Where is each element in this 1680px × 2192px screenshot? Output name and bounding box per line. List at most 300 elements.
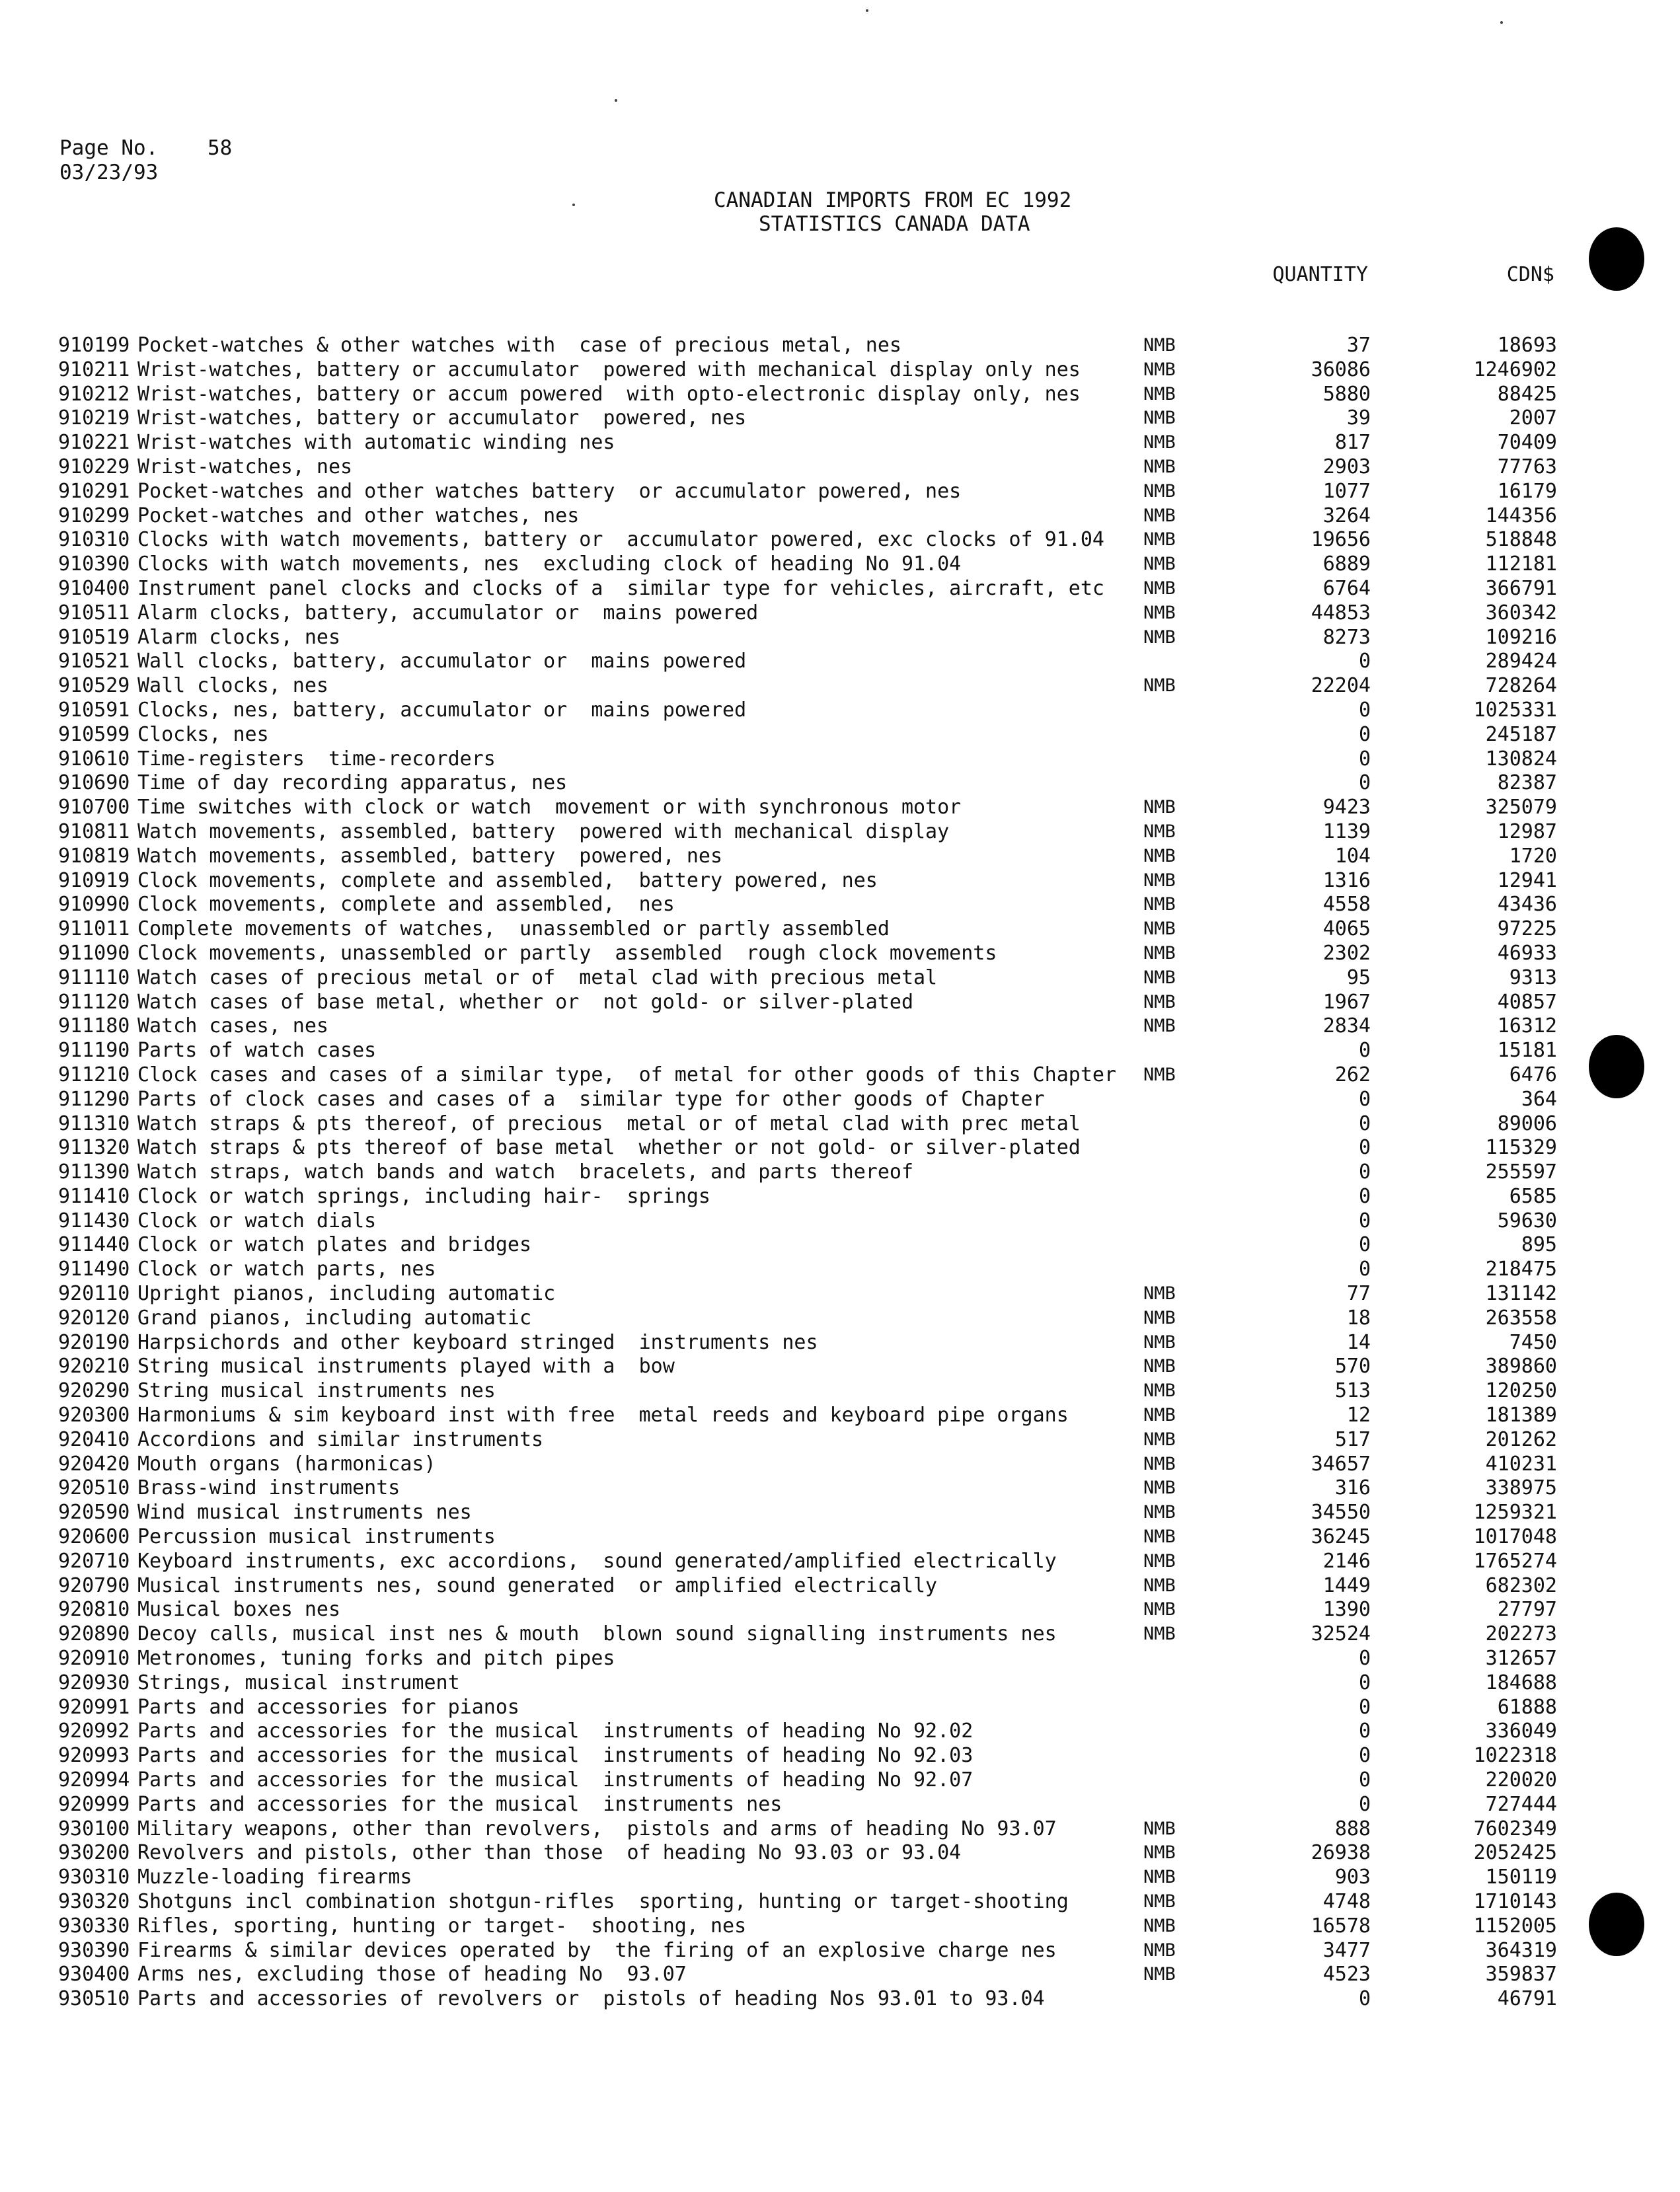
commodity-description: Clock movements, complete and assembled, battery powered, nes [137,868,878,892]
quantity-value: 2834 [1322,1014,1371,1038]
cdn-dollar-value: 518848 [1485,528,1557,552]
commodity-description: Clock or watch dials [137,1209,377,1232]
cdn-dollar-value: 144356 [1485,504,1557,527]
cdn-dollar-value: 150119 [1485,1866,1557,1889]
table-row [58,1088,1591,1112]
cdn-dollar-value: 325079 [1485,796,1557,819]
commodity-code: 910599 [58,722,130,746]
cdn-dollar-value: 263558 [1485,1306,1557,1330]
table-row [58,1501,1591,1525]
page-number: 58 [207,136,233,160]
table-row [58,771,1591,796]
table-row [58,674,1591,699]
table-row [58,1258,1591,1282]
commodity-description: Wrist-watches, nes [137,455,353,478]
table-row [58,1355,1591,1379]
cdn-dollar-value: 1259321 [1473,1501,1557,1525]
unit-of-measure: NMB [1143,1550,1176,1571]
report-subtitle: STATISTICS CANADA DATA [759,212,1030,236]
commodity-description: Clock or watch plates and bridges [137,1233,532,1257]
scan-speck [615,99,617,102]
quantity-value: 817 [1334,431,1371,455]
unit-of-measure: NMB [1143,529,1176,550]
quantity-value: 4523 [1322,1963,1371,1986]
commodity-code: 910529 [58,674,130,698]
commodity-code: 930310 [58,1866,130,1889]
commodity-code: 910919 [58,868,130,892]
commodity-code: 920300 [58,1404,130,1427]
quantity-value: 44853 [1311,601,1371,624]
table-row [58,1841,1591,1866]
quantity-value: 19656 [1311,528,1371,552]
cdn-dollar-value: 1246902 [1473,358,1557,381]
commodity-description: Clock movements, unassembled or partly assembled rough clock movements [137,941,997,965]
commodity-code: 920910 [58,1647,130,1671]
quantity-value: 888 [1334,1817,1371,1840]
punch-hole [1589,227,1644,291]
cdn-dollar-value: 1720 [1509,844,1557,868]
table-row [58,1817,1591,1842]
quantity-value: 0 [1358,1720,1371,1743]
cdn-dollar-value: 15181 [1497,1039,1557,1063]
commodity-description: Firearms & similar devices operated by the firing of an explosive charge nes [137,1938,1057,1962]
unit-of-measure: NMB [1143,1405,1176,1426]
cdn-dollar-value: 40857 [1497,990,1557,1014]
unit-of-measure: NMB [1143,383,1176,404]
unit-of-measure: NMB [1143,942,1176,964]
commodity-description: Wrist-watches, battery or accumulator powered, nes [137,406,747,430]
cdn-dollar-value: 1022318 [1473,1744,1557,1768]
quantity-value: 1390 [1322,1598,1371,1622]
quantity-value: 1077 [1322,479,1371,503]
table-row [58,1476,1591,1501]
commodity-description: Upright pianos, including automatic [137,1282,556,1306]
table-row [58,1744,1591,1768]
table-row [58,820,1591,845]
cdn-dollar-value: 255597 [1485,1160,1557,1184]
quantity-value: 3477 [1322,1938,1371,1962]
cdn-dollar-value: 336049 [1485,1720,1557,1743]
commodity-code: 911390 [58,1160,130,1184]
table-row [58,942,1591,966]
unit-of-measure: NMB [1143,1429,1176,1450]
cdn-dollar-value: 6476 [1509,1063,1557,1086]
unit-of-measure: NMB [1143,797,1176,818]
cdn-dollar-value: 312657 [1485,1647,1557,1671]
quantity-value: 16578 [1311,1914,1371,1938]
commodity-code: 910990 [58,893,130,917]
table-row [58,552,1591,577]
quantity-value: 14 [1346,1330,1371,1354]
unit-of-measure: NMB [1143,1502,1176,1523]
table-row [58,406,1591,431]
table-row [58,991,1591,1015]
commodity-description: Clocks with watch movements, battery or accumulator powered, exc clocks of 91.04 [137,528,1104,552]
commodity-description: Parts of watch cases [137,1039,377,1063]
commodity-code: 910299 [58,504,130,527]
commodity-description: Time of day recording apparatus, nes [137,771,568,795]
cdn-dollar-value: 202273 [1485,1622,1557,1646]
unit-of-measure: NMB [1143,870,1176,891]
commodity-code: 910390 [58,552,130,576]
quantity-value: 262 [1334,1063,1371,1086]
cdn-dollar-value: 131142 [1485,1282,1557,1306]
commodity-description: Musical instruments nes, sound generated or amplified electrically [137,1573,938,1597]
commodity-description: Rifles, sporting, hunting or target- shooting, nes [137,1914,747,1938]
commodity-description: Watch straps, watch bands and watch bracelets, and parts thereof [137,1160,913,1184]
table-row [58,723,1591,747]
commodity-description: Military weapons, other than revolvers, pistols and arms of heading No 93.07 [137,1817,1057,1840]
table-row [58,1696,1591,1720]
report-title: CANADIAN IMPORTS FROM EC 1992 [714,188,1072,212]
cdn-dollar-value: 184688 [1485,1671,1557,1694]
commodity-description: Pocket-watches and other watches, nes [137,504,580,527]
quantity-value: 0 [1358,1136,1371,1160]
commodity-description: Time-registers time-recorders [137,747,496,771]
table-row [58,1453,1591,1477]
table-row [58,1550,1591,1574]
commodity-code: 920993 [58,1744,130,1768]
table-row [58,699,1591,723]
commodity-code: 911120 [58,990,130,1014]
cdn-dollar-value: 46791 [1497,1987,1557,2011]
commodity-code: 920590 [58,1501,130,1525]
quantity-value: 0 [1358,1671,1371,1694]
quantity-value: 39 [1346,406,1371,430]
table-row [58,1136,1591,1160]
table-row [58,431,1591,455]
table-row [58,1574,1591,1599]
cdn-dollar-value: 7450 [1509,1330,1557,1354]
table-row [58,1914,1591,1939]
table-row [58,1890,1591,1914]
quantity-value: 0 [1358,1695,1371,1719]
table-row [58,1282,1591,1306]
commodity-code: 910212 [58,382,130,406]
commodity-code: 920810 [58,1598,130,1622]
table-row [58,1185,1591,1209]
quantity-value: 8273 [1322,625,1371,649]
commodity-description: Revolvers and pistols, other than those of heading No 93.03 or 93.04 [137,1841,962,1865]
value-column-header: CDN$ [1506,263,1554,286]
commodity-code: 911440 [58,1233,130,1257]
table-row [58,1160,1591,1185]
commodity-description: Grand pianos, including automatic [137,1306,532,1330]
commodity-code: 930100 [58,1817,130,1840]
commodity-description: Mouth organs (harmonicas) [137,1452,436,1476]
quantity-value: 6764 [1322,576,1371,600]
cdn-dollar-value: 895 [1521,1233,1557,1257]
quantity-value: 316 [1334,1476,1371,1500]
commodity-description: Watch movements, assembled, battery powered, nes [137,844,723,868]
table-row [58,504,1591,529]
unit-of-measure: NMB [1143,675,1176,697]
table-row [58,1063,1591,1088]
unit-of-measure: NMB [1143,1964,1176,1985]
unit-of-measure: NMB [1143,1527,1176,1548]
unit-of-measure: NMB [1143,408,1176,429]
commodity-code: 920290 [58,1379,130,1403]
cdn-dollar-value: 289424 [1485,650,1557,673]
cdn-dollar-value: 201262 [1485,1427,1557,1451]
commodity-description: Watch cases, nes [137,1014,328,1038]
commodity-description: Wall clocks, nes [137,674,328,698]
punch-hole [1589,1035,1644,1098]
commodity-code: 920110 [58,1282,130,1306]
commodity-description: Parts of clock cases and cases of a similar type for other goods of Chapter [137,1087,1045,1111]
quantity-value: 95 [1346,965,1371,989]
commodity-code: 920210 [58,1355,130,1379]
cdn-dollar-value: 389860 [1485,1355,1557,1379]
unit-of-measure: NMB [1143,1016,1176,1037]
commodity-code: 930320 [58,1890,130,1913]
commodity-description: Pocket-watches & other watches with case of precious metal, nes [137,334,901,357]
unit-of-measure: NMB [1143,967,1176,988]
commodity-description: Wrist-watches with automatic winding nes [137,431,615,455]
commodity-code: 910511 [58,601,130,624]
commodity-code: 920120 [58,1306,130,1330]
unit-of-measure: NMB [1143,602,1176,623]
commodity-code: 911290 [58,1087,130,1111]
commodity-description: String musical instruments played with a bow [137,1355,675,1379]
commodity-description: Watch cases of precious metal or of metal clad with precious metal [137,965,938,989]
table-row [58,1209,1591,1234]
commodity-description: Watch movements, assembled, battery powered with mechanical display [137,819,950,843]
quantity-value: 0 [1358,1744,1371,1768]
cdn-dollar-value: 245187 [1485,722,1557,746]
quantity-value: 0 [1358,1087,1371,1111]
cdn-dollar-value: 1710143 [1473,1890,1557,1913]
cdn-dollar-value: 12941 [1497,868,1557,892]
commodity-description: Clocks with watch movements, nes excluding clock of heading No 91.04 [137,552,962,576]
quantity-value: 2903 [1322,455,1371,478]
unit-of-measure: NMB [1143,1891,1176,1912]
unit-of-measure: NMB [1143,480,1176,502]
commodity-description: Parts and accessories for the musical instruments of heading No 92.02 [137,1720,974,1743]
punch-hole [1589,1893,1644,1956]
commodity-code: 920991 [58,1695,130,1719]
table-row [58,1112,1591,1137]
quantity-value: 37 [1346,334,1371,357]
commodity-code: 910221 [58,431,130,455]
table-row [58,796,1591,820]
table-row [58,1428,1591,1453]
table-row [58,1671,1591,1696]
unit-of-measure: NMB [1143,1356,1176,1377]
table-row [58,480,1591,504]
commodity-code: 911180 [58,1014,130,1038]
commodity-code: 910610 [58,747,130,771]
table-row [58,893,1591,917]
table-row [58,845,1591,869]
unit-of-measure: NMB [1143,845,1176,866]
quantity-value: 34550 [1311,1501,1371,1525]
cdn-dollar-value: 16179 [1497,479,1557,503]
commodity-code: 920790 [58,1573,130,1597]
table-row [58,334,1591,358]
cdn-dollar-value: 130824 [1485,747,1557,771]
table-row [58,1039,1591,1063]
cdn-dollar-value: 109216 [1485,625,1557,649]
table-row [58,917,1591,942]
table-row [58,1987,1591,2012]
commodity-code: 911410 [58,1184,130,1208]
unit-of-measure: NMB [1143,432,1176,453]
quantity-value: 0 [1358,1039,1371,1063]
quantity-value: 36245 [1311,1525,1371,1549]
quantity-value: 0 [1358,650,1371,673]
cdn-dollar-value: 728264 [1485,674,1557,698]
quantity-value: 77 [1346,1282,1371,1306]
commodity-description: Wrist-watches, battery or accum powered with opto-electronic display only, nes [137,382,1081,406]
commodity-description: Clocks, nes [137,722,269,746]
table-row [58,358,1591,383]
unit-of-measure: NMB [1143,1307,1176,1328]
commodity-code: 920930 [58,1671,130,1694]
commodity-description: Wall clocks, battery, accumulator or mains powered [137,650,747,673]
quantity-column-header: QUANTITY [1272,263,1368,286]
quantity-value: 570 [1334,1355,1371,1379]
commodity-description: Percussion musical instruments [137,1525,496,1549]
quantity-value: 1139 [1322,819,1371,843]
table-row [58,626,1591,650]
cdn-dollar-value: 115329 [1485,1136,1557,1160]
quantity-value: 0 [1358,1792,1371,1816]
commodity-description: Clock movements, complete and assembled, nes [137,893,675,917]
unit-of-measure: NMB [1143,505,1176,526]
table-row [58,1525,1591,1550]
commodity-code: 920410 [58,1427,130,1451]
quantity-value: 1316 [1322,868,1371,892]
commodity-description: Complete movements of watches, unassembled or partly assembled [137,917,890,941]
unit-of-measure: NMB [1143,894,1176,915]
commodity-code: 930390 [58,1938,130,1962]
commodity-code: 911320 [58,1136,130,1160]
cdn-dollar-value: 410231 [1485,1452,1557,1476]
imports-table [58,334,1591,2012]
commodity-code: 910591 [58,698,130,722]
commodity-description: Parts and accessories of revolvers or pistols of heading Nos 93.01 to 93.04 [137,1987,1045,2011]
quantity-value: 4065 [1322,917,1371,941]
quantity-value: 2302 [1322,941,1371,965]
commodity-description: Parts and accessories for the musical instruments nes [137,1792,783,1816]
quantity-value: 22204 [1311,674,1371,698]
scan-speck [1500,21,1503,24]
page-label: Page No. [59,136,159,160]
commodity-code: 910310 [58,528,130,552]
commodity-code: 910819 [58,844,130,868]
commodity-description: Shotguns incl combination shotgun-rifles sporting, hunting or target-shooting [137,1890,1069,1913]
cdn-dollar-value: 1765274 [1473,1549,1557,1573]
commodity-code: 920510 [58,1476,130,1500]
table-row [58,383,1591,407]
commodity-code: 911310 [58,1112,130,1135]
unit-of-measure: NMB [1143,1064,1176,1085]
commodity-code: 911190 [58,1039,130,1063]
commodity-code: 920710 [58,1549,130,1573]
commodity-description: Keyboard instruments, exc accordions, sound generated/amplified electrically [137,1549,1057,1573]
unit-of-measure: NMB [1143,991,1176,1012]
commodity-code: 911210 [58,1063,130,1086]
quantity-value: 0 [1358,1258,1371,1281]
table-row [58,1306,1591,1331]
commodity-code: 920190 [58,1330,130,1354]
cdn-dollar-value: 27797 [1497,1598,1557,1622]
commodity-code: 930330 [58,1914,130,1938]
commodity-description: Clock or watch parts, nes [137,1258,436,1281]
commodity-description: Parts and accessories for pianos [137,1695,519,1719]
quantity-value: 9423 [1322,796,1371,819]
quantity-value: 0 [1358,771,1371,795]
quantity-value: 12 [1346,1404,1371,1427]
unit-of-measure: NMB [1143,359,1176,380]
cdn-dollar-value: 12987 [1497,819,1557,843]
cdn-dollar-value: 89006 [1497,1112,1557,1135]
commodity-description: Alarm clocks, battery, accumulator or mains powered [137,601,759,624]
table-row [58,1866,1591,1890]
commodity-code: 930400 [58,1963,130,1986]
scan-speck [866,9,868,12]
commodity-description: Harmoniums & sim keyboard inst with free metal reeds and keyboard pipe organs [137,1404,1069,1427]
commodity-description: Clock or watch springs, including hair- springs [137,1184,710,1208]
commodity-description: Pocket-watches and other watches battery or accumulator powered, nes [137,479,962,503]
commodity-description: Clock cases and cases of a similar type, of metal for other goods of this Chapter [137,1063,1117,1086]
unit-of-measure: NMB [1143,626,1176,648]
commodity-description: String musical instruments nes [137,1379,496,1403]
commodity-code: 911490 [58,1258,130,1281]
table-row [58,601,1591,626]
commodity-code: 910219 [58,406,130,430]
cdn-dollar-value: 16312 [1497,1014,1557,1038]
quantity-value: 4748 [1322,1890,1371,1913]
cdn-dollar-value: 727444 [1485,1792,1557,1816]
unit-of-measure: NMB [1143,1842,1176,1864]
table-row [58,577,1591,601]
cdn-dollar-value: 682302 [1485,1573,1557,1597]
unit-of-measure: NMB [1143,578,1176,599]
cdn-dollar-value: 2007 [1509,406,1557,430]
cdn-dollar-value: 61888 [1497,1695,1557,1719]
cdn-dollar-value: 1025331 [1473,698,1557,722]
quantity-value: 36086 [1311,358,1371,381]
commodity-description: Decoy calls, musical inst nes & mouth blown sound signalling instruments nes [137,1622,1057,1646]
table-row [58,1647,1591,1671]
cdn-dollar-value: 181389 [1485,1404,1557,1427]
quantity-value: 0 [1358,1987,1371,2011]
cdn-dollar-value: 120250 [1485,1379,1557,1403]
commodity-description: Time switches with clock or watch movement or with synchronous motor [137,796,962,819]
commodity-description: Parts and accessories for the musical instruments of heading No 92.07 [137,1768,974,1792]
quantity-value: 104 [1334,844,1371,868]
commodity-description: Brass-wind instruments [137,1476,401,1500]
table-row [58,455,1591,480]
table-row [58,1379,1591,1404]
cdn-dollar-value: 112181 [1485,552,1557,576]
table-row [58,1014,1591,1039]
commodity-description: Harpsichords and other keyboard stringed instruments nes [137,1330,818,1354]
commodity-description: Clocks, nes, battery, accumulator or mains powered [137,698,747,722]
quantity-value: 0 [1358,1209,1371,1232]
unit-of-measure: NMB [1143,1599,1176,1620]
table-row [58,1233,1591,1258]
table-row [58,1598,1591,1622]
quantity-value: 26938 [1311,1841,1371,1865]
commodity-code: 910519 [58,625,130,649]
table-row [58,869,1591,893]
cdn-dollar-value: 218475 [1485,1258,1557,1281]
quantity-value: 0 [1358,1112,1371,1135]
quantity-value: 0 [1358,1160,1371,1184]
